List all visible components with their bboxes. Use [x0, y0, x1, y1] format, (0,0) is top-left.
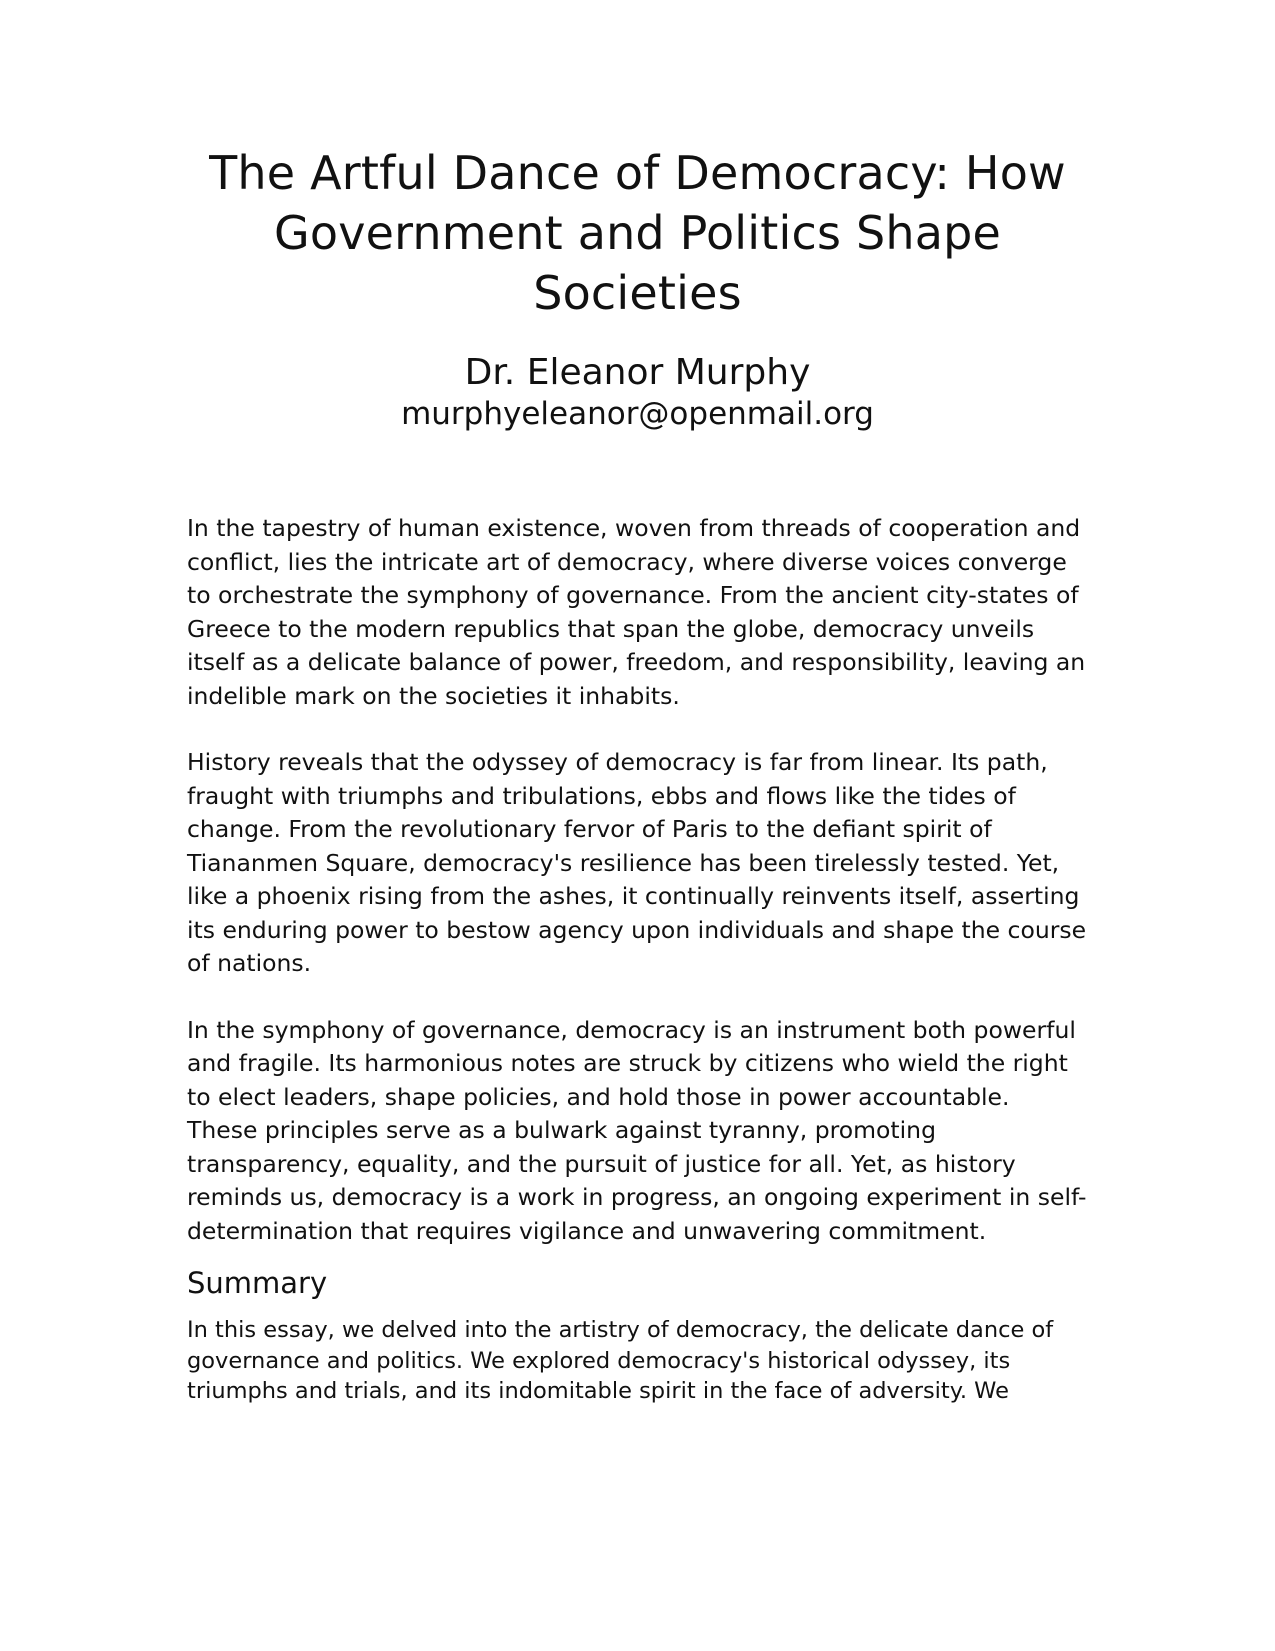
author-name: Dr. Eleanor Murphy: [464, 352, 811, 393]
author-email: murphyeleanor@openmail.org: [401, 396, 874, 432]
paragraph-2: History reveals that the odyssey of democracy is far from linear. Its path, fraught with triumphs and tribulations, ebbs and flows like the tides of change. From the revolutionary fervor of Paris to the defiant spirit of Tiananmen Square, democracy's resilience has been tirelessly tested. Yet, like a phoenix rising from the ashes, it continually reinvents itself, asserting its enduring power to bestow agency upon individuals and shape the course of nations.: [187, 748, 1087, 977]
summary-heading: Summary: [187, 1266, 328, 1300]
paragraph-1: In the tapestry of human existence, woven from threads of cooperation and conflict, lies the intricate art of democracy, where diverse voices converge to orchestrate the symphony of governance. From the ancient city-states of Greece to the modern republics that span the globe, democracy unveils itself as a delicate balance of power, freedom, and responsibility, leaving an indelible mark on the societies it inhabits.: [187, 514, 1086, 710]
paragraph-3: In the symphony of governance, democracy is an instrument both powerful and fragile. Its harmonious notes are struck by citizens who wield the right to elect leaders, shape policies, and hold those in power accountable. These principles serve as a bulwark against tyranny, promoting transparency, equality, and the pursuit of justice for all. Yet, as history reminds us, democracy is a work in progress, an ongoing experiment in self-determination that requires vigilance and unwavering commitment.: [187, 1015, 1087, 1245]
summary-text: In this essay, we delved into the artistry of democracy, the delicate dance of governance and politics. We explored democracy's historical odyssey, its triumphs and trials, and its indomitable spirit in the face of adversity. We: [187, 1317, 1054, 1404]
essay-body: [187, 512, 1087, 1407]
document-title: The Artful Dance of Democracy: How Government and Politics Shape Societies: [209, 146, 1066, 320]
